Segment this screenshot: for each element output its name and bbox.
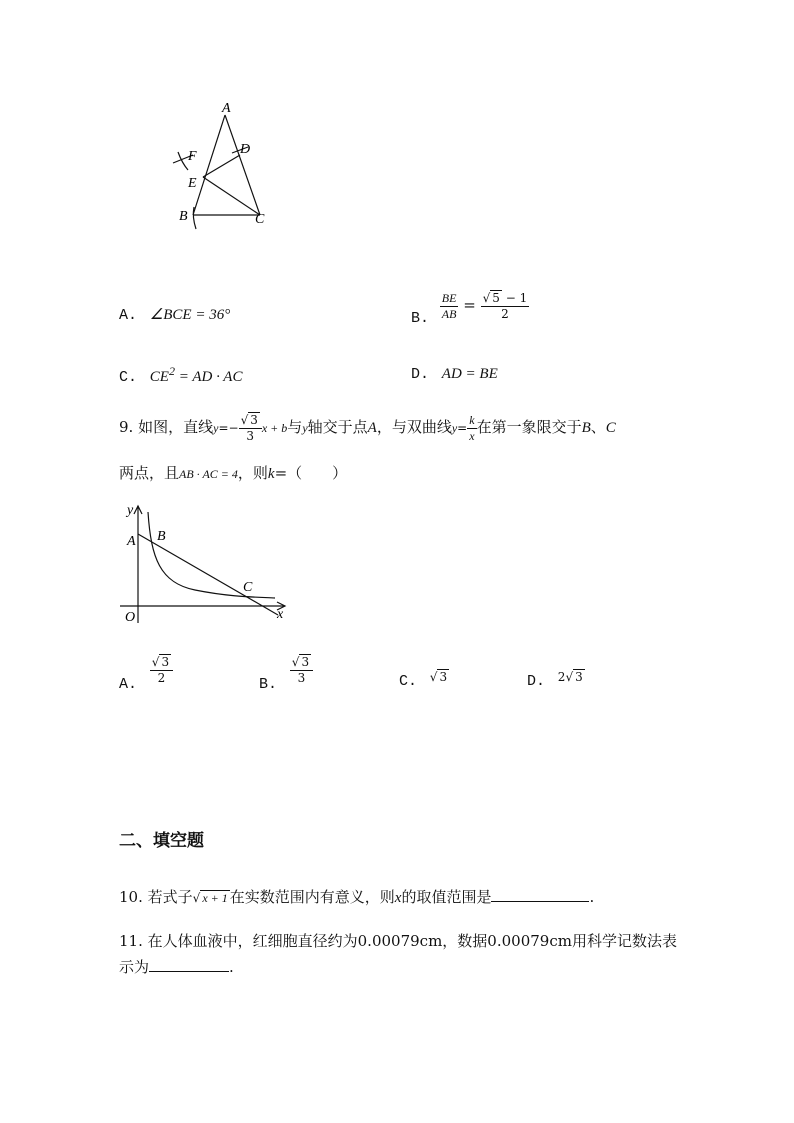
hyperbola-curve <box>148 512 275 598</box>
answer-blank-11[interactable] <box>149 970 229 972</box>
segment-ac <box>225 115 260 215</box>
fraction-be-ab: $\frac{BE}{AB}$ <box>441 291 457 321</box>
fraction-sqrt3-over-3: $\frac{√ 3}{3}$ <box>239 414 262 442</box>
segment-ec <box>203 177 260 215</box>
label-b: B <box>157 529 166 544</box>
label-c: C <box>255 212 265 227</box>
question-11-line-2: 示为 . <box>119 958 234 976</box>
label-a: A <box>222 101 231 116</box>
q9-option-a: A. $\frac{√ 3}{2}$ <box>119 656 173 693</box>
answer-blank-10[interactable] <box>491 900 589 902</box>
q9-option-c: C. $^{√ 3}$ <box>399 670 448 690</box>
question-11-line-1: 11. 在人体血液中，红细胞直径约为0.00079cm，数据0.00079cm用科学记数法表 <box>119 932 677 950</box>
segment-ab <box>193 115 225 215</box>
line-abc <box>138 534 278 615</box>
q9-option-b: B. $\frac{√ 3}{3}$ <box>259 656 313 693</box>
label-a: A <box>127 534 136 549</box>
question-10: 10. 若式子√ x + 1 在实数范围内有意义，则x的取值范围是 . <box>119 888 595 906</box>
fraction-golden: $\frac{√ 5 - 1}{2}$ <box>482 291 528 321</box>
label-x: x <box>277 607 284 622</box>
question-9-line-2: 两点，且AB · AC = 4，则k=（ ） <box>119 464 348 482</box>
label-d: D <box>240 142 251 157</box>
q9-option-d: D. $^{2√ 3}$ <box>527 670 583 690</box>
label-y: y <box>127 503 134 518</box>
label-e: E <box>188 176 197 191</box>
label-b: B <box>179 209 188 224</box>
triangle-figure <box>160 95 290 235</box>
label-c: C <box>243 580 253 595</box>
q8-option-b: B. $\frac{BE}{AB}$ = $\frac{√ 5 - 1}{2}$ <box>411 291 528 328</box>
question-9-line-1: 9. 如图，直线y=− $\frac{√ 3}{3}$ x + b与y轴交于点A，与双曲线y= $\frac{k}{x}$ 在第一象限交于B、C <box>119 413 616 443</box>
hyperbola-graph <box>115 498 295 628</box>
section-title: 二、填空题 <box>119 831 204 851</box>
label-f: F <box>188 149 197 164</box>
q8-option-d: D. AD = BE <box>411 366 498 383</box>
label-o: O <box>125 610 136 625</box>
fraction-k-over-x: $\frac{k}{x}$ <box>469 413 475 443</box>
q8-option-a: A. ∠BCE = 36° <box>119 307 231 324</box>
q8-option-c: C. $CE^2$ = AD · AC <box>119 364 243 386</box>
